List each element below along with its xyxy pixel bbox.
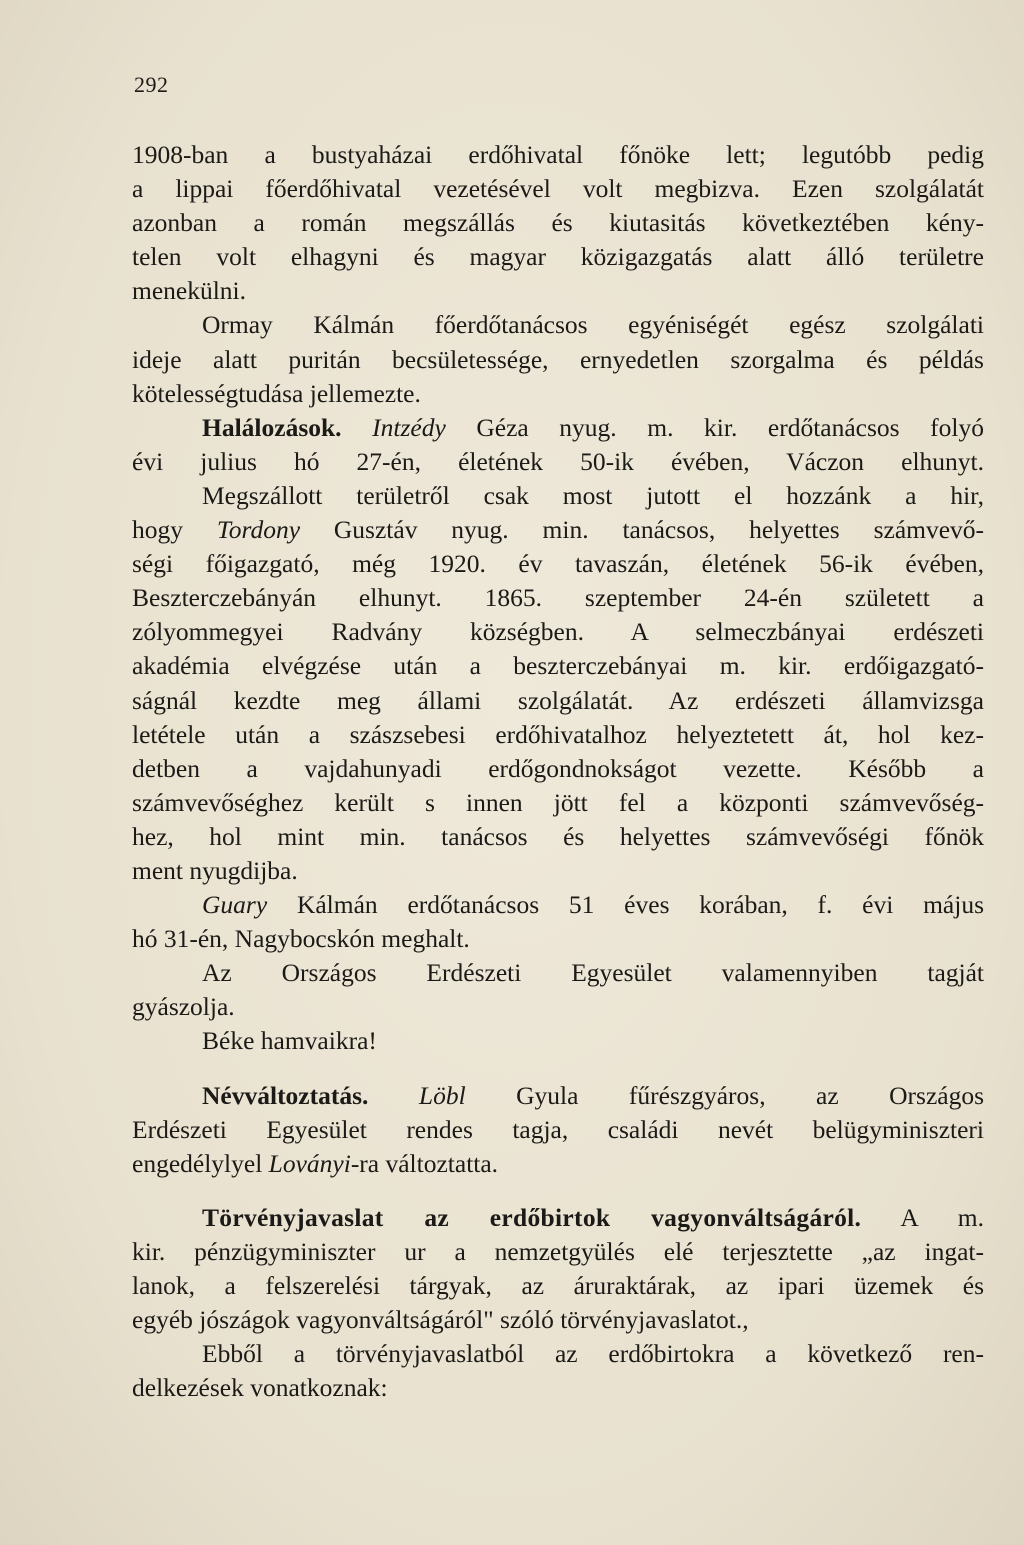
person-name: Tordony — [216, 515, 301, 545]
text-line: gyászolja. — [132, 992, 235, 1022]
section-heading-deaths: Halálozások. — [202, 412, 342, 442]
text-line: hó 31-én, Nagybocskón meghalt. — [132, 924, 470, 954]
section-heading-name-change: Névváltoztatás. — [202, 1080, 369, 1110]
page-number: 292 — [134, 72, 169, 97]
text-line: zólyommegyei Radvány községben. A selmeczbányai erdészeti — [132, 617, 984, 647]
person-name: Löbl — [418, 1080, 466, 1110]
text-line: 1908-ban a bustyaházai erdőhivatal főnöke lett; legutóbb pedig — [132, 140, 984, 169]
text-line: ségi főigazgató, még 1920. év tavaszán, életének 56-ik évében, — [132, 549, 984, 579]
body-text — [132, 138, 984, 1405]
text-line: Guary Kálmán erdőtanácsos 51 éves korában, f. évi május — [202, 890, 984, 920]
text-line: letétele után a szászsebesi erdőhivatalhoz helyeztetett át, hol kez- — [132, 719, 984, 749]
text-line: számvevőséghez került s innen jött fel a központi számvevőség- — [132, 787, 984, 817]
text-line: Béke hamvaikra! — [202, 1026, 377, 1056]
text-line: Beszterczebányán elhunyt. 1865. szeptember 24-én született a — [132, 583, 984, 613]
text-line: hogy Tordony Gusztáv nyug. min. tanácsos, helyettes számvevő- — [132, 515, 984, 545]
text-line: akadémia elvégzése után a beszterczebányai m. kir. erdőigazgató- — [132, 651, 984, 681]
person-name: Guary — [202, 890, 268, 920]
text-line: évi julius hó 27-én, életének 50-ik évében, Váczon elhunyt. — [132, 446, 984, 476]
text-line: delkezések vonatkoznak: — [132, 1373, 388, 1403]
person-name: Loványi — [268, 1148, 351, 1178]
text-line: Erdészeti Egyesület rendes tagja, családi nevét belügyminiszteri — [132, 1114, 984, 1144]
text-line: engedélylyel Loványi-ra változtatta. — [132, 1148, 499, 1178]
text-line: lanok, a felszerelési tárgyak, az áruraktárak, az ipari üzemek és — [132, 1271, 984, 1300]
text-line: ságnál kezdte meg állami szolgálatát. Az erdészeti államvizsga — [132, 685, 984, 715]
text-line: egyéb jószágok vagyonváltságáról" szóló törvényjavaslatot., — [132, 1305, 749, 1335]
text-line: Ormay Kálmán főerdőtanácsos egyéniségét egész szolgálati — [202, 310, 984, 340]
text-line: telen volt elhagyni és magyar közigazgatás alatt álló területre — [132, 242, 984, 272]
text-line: detben a vajdahunyadi erdőgondnokságot vezette. Később a — [132, 753, 984, 783]
name-change-paragraph-start: Névváltoztatás. Löbl Gyula fűrészgyáros, az Országos — [202, 1080, 984, 1110]
text-line: Megszállott területről csak most jutott el hozzánk a hir, — [202, 480, 984, 510]
bill-paragraph-start: Törvényjavaslat az erdőbirtok vagyonváltságáról. A m. — [202, 1202, 984, 1232]
deaths-paragraph-start: Halálozások. Intzédy Géza nyug. m. kir. erdőtanácsos folyó — [202, 412, 984, 442]
text-line: ment nyugdijba. — [132, 855, 298, 885]
text-line: kötelességtudása jellemezte. — [132, 378, 421, 408]
text-line: hez, hol mint min. tanácsos és helyettes számvevőségi főnök — [132, 821, 984, 851]
person-name: Intzédy — [372, 412, 446, 442]
text-line: ideje alatt puritán becsületessége, ernyedetlen szorgalma és példás — [132, 344, 984, 374]
text-line: menekülni. — [132, 276, 247, 306]
text-line: a lippai főerdőhivatal vezetésével volt megbizva. Ezen szolgálatát — [132, 174, 984, 204]
text-line: Az Országos Erdészeti Egyesület valamennyiben tagját — [202, 958, 984, 988]
text-line: azonban a román megszállás és kiutasitás következtében kény- — [132, 208, 984, 238]
text-line: kir. pénzügyminiszter ur a nemzetgyülés elé terjesztette „az ingat- — [132, 1236, 984, 1266]
section-gap — [132, 1059, 984, 1079]
text-line: Ebből a törvényjavaslatból az erdőbirtokra a következő ren- — [202, 1339, 984, 1369]
section-gap — [132, 1181, 984, 1201]
section-heading-bill: Törvényjavaslat az erdőbirtok vagyonváltságáról. — [202, 1202, 862, 1232]
